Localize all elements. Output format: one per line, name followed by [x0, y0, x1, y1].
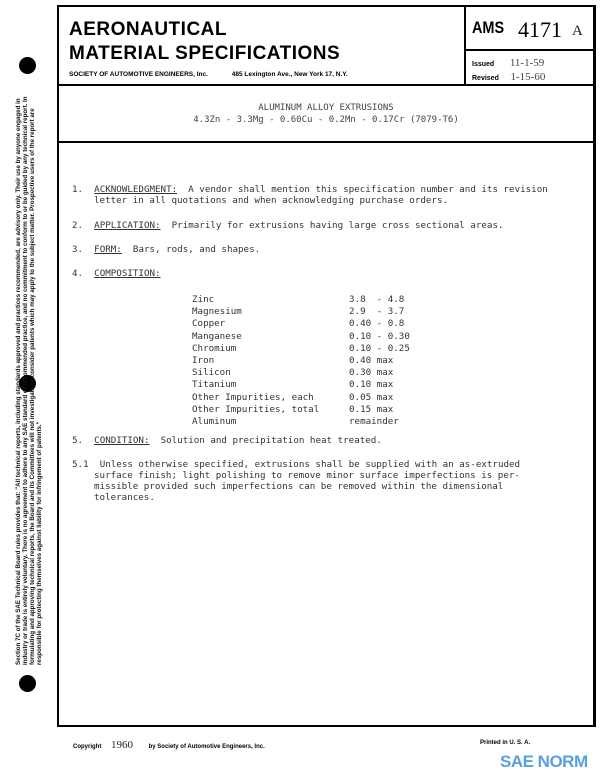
- title-section: [59, 86, 593, 143]
- section-text: surface finish; light polishing to remove minor surface imperfections is per-: [94, 470, 520, 481]
- watermark-logo: SAE NORM: [500, 752, 588, 771]
- section-text: Bars, rods, and shapes.: [132, 244, 261, 255]
- society-line: [69, 71, 348, 78]
- masthead-line2: MATERIAL SPECIFICATIONS: [69, 43, 341, 64]
- punch-hole: [19, 57, 36, 74]
- section-text: Primarily for extrusions having large cross sectional areas.: [171, 220, 504, 231]
- section-text: Unless otherwise specified, extrusions shall be supplied with an as-extruded: [99, 459, 521, 470]
- issued-label: Issued: [472, 61, 495, 68]
- masthead-line1: AERONAUTICAL: [69, 19, 227, 40]
- composition-element: Titanium: [192, 379, 237, 391]
- revised-row: [472, 69, 545, 81]
- section-text: A vendor shall mention this specification number and its revision: [188, 184, 548, 195]
- composition-value: 0.10 - 0.25: [349, 342, 410, 354]
- society-address: 485 Lexington Ave., New York 17, N.Y.: [231, 71, 348, 78]
- punch-hole: [19, 675, 36, 692]
- section-number: 5.: [72, 435, 84, 446]
- ams-number: 4171: [518, 17, 562, 42]
- section-3: [72, 244, 260, 255]
- composition-element: Aluminum: [192, 416, 237, 427]
- margin-disclaimer: Section 7C of the SAE Technical Board rules provides that: "All technical reports, including standards approved and practices recommended, are advisory only. Their use by anyone engaged in industry or trade is entirely voluntary. There is no agreement to adhere to any SAE standard or recommended practice, and no commitment to conform to or be guided by any technical report. In formulating and approving technical reports, the Board and its Committees will not investigate or consider patents which may apply to the subject matter. Prospective users of the report are responsible for protecting themselves against liability for infringement of patents.": [15, 96, 43, 665]
- copyright-owner: by Society of Automotive Engineers, Inc.: [148, 744, 265, 750]
- section-heading: FORM:: [94, 244, 122, 255]
- society-name: SOCIETY OF AUTOMOTIVE ENGINEERS, Inc.: [69, 71, 208, 78]
- composition-value: 0.30 max: [349, 367, 394, 379]
- composition-element: Other Impurities, total: [192, 403, 320, 415]
- composition-value: 3.8 - 4.8: [349, 294, 405, 305]
- composition-element: Magnesium: [192, 306, 242, 318]
- section-5-1: [72, 459, 520, 503]
- composition-value: 0.15 max: [349, 403, 394, 415]
- section-text: Solution and precipitation heat treated.: [160, 435, 382, 446]
- composition-element: Chromium: [192, 342, 237, 354]
- title-line1: ALUMINUM ALLOY EXTRUSIONS: [258, 103, 394, 113]
- composition-element: Iron: [192, 355, 215, 366]
- header: [59, 7, 593, 86]
- composition-element: Zinc: [192, 294, 215, 305]
- composition-value: remainder: [349, 416, 399, 427]
- copyright-line: [73, 736, 265, 754]
- section-number: 4.: [72, 268, 84, 279]
- section-text: tolerances.: [94, 492, 155, 503]
- composition-value: 0.40 - 0.8: [349, 318, 405, 330]
- section-5: [72, 435, 382, 446]
- section-text: letter in all quotations and when acknowledging purchase orders.: [94, 195, 449, 206]
- composition-value: 0.40 max: [349, 355, 394, 366]
- section-heading: COMPOSITION:: [94, 268, 161, 279]
- composition-element: Manganese: [192, 330, 242, 342]
- ams-label: AMS: [472, 18, 505, 37]
- composition-element: Other Impurities, each: [192, 391, 314, 403]
- composition-value: 0.05 max: [349, 391, 394, 403]
- composition-element: Copper: [192, 318, 226, 330]
- header-masthead: [59, 7, 466, 84]
- section-heading: CONDITION:: [94, 435, 150, 446]
- printed-in: Printed in U. S. A.: [480, 740, 531, 746]
- section-4: [72, 268, 161, 279]
- copyright-year: 1960: [110, 739, 133, 751]
- issued-date: 11-1-59: [509, 57, 545, 69]
- section-number: 2.: [72, 220, 84, 231]
- composition-value: 0.10 - 0.30: [349, 330, 410, 342]
- composition-value: 0.10 max: [349, 379, 394, 391]
- revised-date: 1-15-60: [510, 71, 546, 83]
- revised-label: Revised: [472, 75, 499, 82]
- section-heading: APPLICATION:: [94, 220, 161, 231]
- copyright-prefix: Copyright: [73, 744, 102, 750]
- spec-document: [57, 5, 596, 727]
- section-number: 5.1: [72, 459, 89, 470]
- section-text: missible provided such imperfections can be removed within the dimensional: [94, 481, 504, 492]
- ams-number-box: [466, 7, 593, 51]
- section-1: [72, 184, 548, 206]
- ams-revision: A: [572, 23, 583, 39]
- composition-value: 2.9 - 3.7: [349, 306, 405, 318]
- title-line2: 4.3Zn - 3.3Mg - 0.60Cu - 0.2Mn - 0.17Cr (7079-T6): [193, 115, 459, 125]
- section-heading: ACKNOWLEDGMENT:: [94, 184, 178, 195]
- section-number: 1.: [72, 184, 84, 195]
- section-number: 3.: [72, 244, 84, 255]
- section-2: [72, 220, 504, 231]
- composition-element: Silicon: [192, 367, 231, 379]
